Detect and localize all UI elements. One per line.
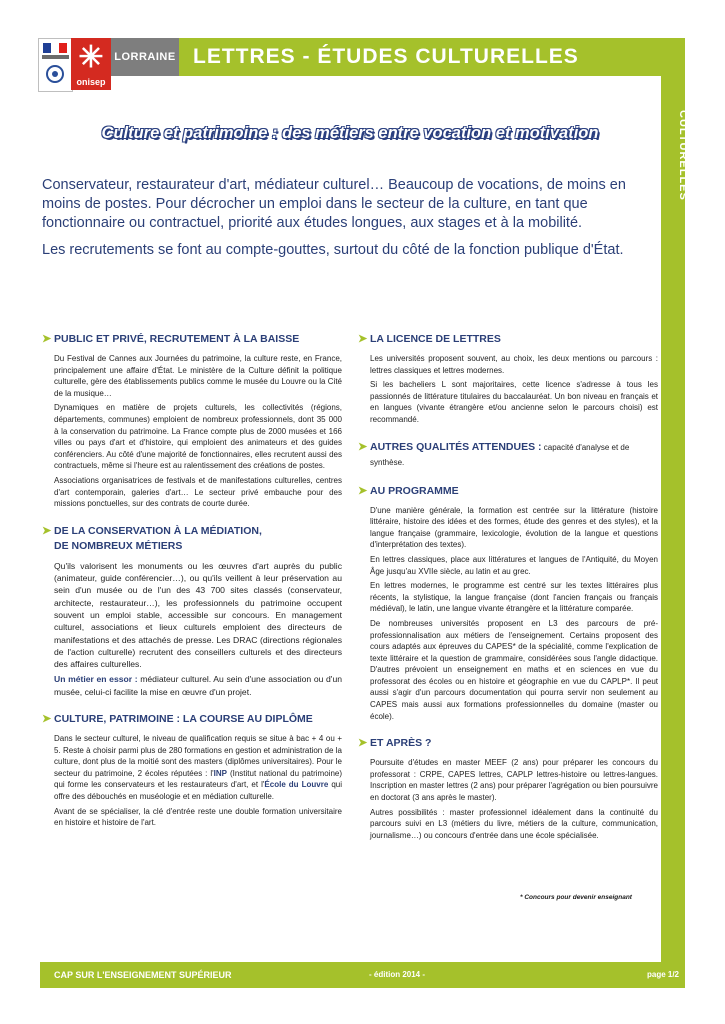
arrow-icon: ➤: [42, 712, 52, 725]
paragraph: Les universités proposent souvent, au choix, les deux mentions ou parcours : lettres classiques et lettres modernes.: [370, 354, 658, 375]
footer: [40, 962, 685, 988]
paragraph: Dynamiques en matière de projets culturels, les collectivités (régions, départements, communes) emploient de nombreux professionnels, dont 35 000 à la conservation du patrimoine. La France compte plus de 2000 musées et 166 villes ou pays d'art et d'histoire, qui emploient des animateurs et des guides conférenciers. Au côté d'une majorité de fonctionnaires, elles recrutent aussi des contractuels, même si l'heure est au ralentissement des créations de postes.: [54, 403, 342, 471]
paragraph-text: Dans le secteur culturel, le niveau de qualification requis se situe à bac + 4 ou + 5. Reste à choisir parmi plus de 280 formations en gestion et administration de la culture, dont plus de la moitié sont des masters (diplômes universitaires). Pour le secteur du patrimoine, 2 écoles réputées : l': [54, 733, 342, 778]
paragraph: Associations organisatrices de festivals et de manifestations culturelles, centres d'art contemporain, galeries d'art… Le secteur privé embauche pour des missions ponctuelles, sur des contrats de courte durée.: [54, 475, 342, 509]
arrow-icon: ➤: [42, 333, 52, 345]
main-title: Culture et patrimoine : des métiers entre vocation et motivation: [101, 124, 599, 142]
section-diplome: [42, 712, 342, 829]
onisep-logo-text: onisep: [76, 77, 106, 87]
section-heading-text: DE NOMBREUX MÉTIERS: [54, 539, 183, 552]
section-heading-text: ET APRÈS ?: [370, 737, 432, 750]
paragraph: En lettres modernes, le programme est centré sur les textes littéraires plus récents, la stylistique, la langue française (dont l'ancien français ou français médiéval), le latin, une langue vivante étrangère et la littérature comparée.: [370, 581, 658, 614]
header-band: [179, 38, 685, 76]
ministry-text-mark: [42, 55, 69, 59]
paragraph: D'une manière générale, la formation est centrée sur la littérature (histoire littéraire, histoire des idées et des formes, étude des genres et des styles), et la langue française (grammaire, lexicologie, évolution de la langue et questions d'interprétation des textes).: [370, 505, 658, 550]
page-title: LETTRES - ÉTUDES CULTURELLES: [193, 45, 579, 68]
paragraph-text: médiateur culturel. Au sein d'une association ou d'un musée, celui-ci facilite la mise en œuvre d'un projet.: [54, 674, 343, 697]
intro-paragraph: Les recrutements se font au compte-gouttes, surtout du côté de la fonction publique d'État.: [42, 242, 624, 258]
paragraph: En lettres classiques, place aux littératures et langues de l'Antiquité, du Moyen Âge jusqu'au XVIIe siècle, au latin et au grec.: [370, 554, 658, 576]
section-heading-text: CULTURE, PATRIMOINE : LA COURSE AU DIPLÔME: [54, 712, 313, 725]
arrow-icon: ➤: [358, 484, 368, 497]
section-heading: [358, 332, 658, 347]
left-column: [42, 332, 342, 843]
highlight-text: INP: [213, 768, 227, 778]
section-inline-note: capacité d'analyse et de synthèse.: [370, 442, 630, 467]
footnote: * Concours pour devenir enseignant: [520, 894, 632, 901]
arrow-icon: ➤: [358, 333, 368, 345]
french-flag-icon: [43, 43, 67, 53]
section-licence: [358, 332, 658, 426]
section-heading: [42, 524, 342, 554]
section-heading: [42, 332, 342, 347]
paragraph: Autres possibilités : master professionnel idéalement dans la continuité du parcours suivi en L3 (métiers du livre, métiers de la culture, communication, journalisme…) ou concours d'entrée dans une école spécialisée.: [370, 807, 658, 840]
paragraph: Si les bacheliers L sont majoritaires, cette licence s'adresse à tous les passionnés de littérature titulaires du baccalauréat. Un bon niveau en français et en langues (vivante étrangère et/ou ancienne selon le parcours choisi) est recommandé.: [370, 380, 658, 424]
republique-francaise-logo: [38, 38, 73, 92]
arrow-icon: ➤: [42, 524, 52, 537]
page-number: page 1/2: [646, 970, 679, 979]
section-heading-text: PUBLIC ET PRIVÉ, RECRUTEMENT À LA BAISSE: [54, 333, 300, 345]
section-heading-text: AUTRES QUALITÉS ATTENDUES :: [370, 440, 542, 453]
side-label: LETTRES - ÉTUDES CULTURELLES: [677, 110, 701, 231]
arrow-icon: ➤: [358, 737, 368, 750]
paragraph: Avant de se spécialiser, la clé d'entrée reste une double formation universitaire en histoire et histoire de l'art.: [54, 806, 342, 828]
section-heading-text: AU PROGRAMME: [370, 484, 459, 497]
section-qualites: [358, 440, 658, 470]
paragraph: De nombreuses universités proposent en L3 des parcours de pré-professionnalisation aux métiers de l'enseignement. Certains proposent des cours adaptés aux épreuves du CAPES* de la spécialité, comme l'explication de texte littéraire et la question de grammaire, considérées sous l'angle didactique. D'autres prévoient un enseignement en maths et en sciences en vue du professorat des écoles ou en histoire et géographie en vue du CAPLP*. Il peut aussi s'agir d'un parcours documentation qui pourra servir non seulement au CAPES mais aussi aux formations professionnelles du domaine (master ou école).: [370, 618, 658, 721]
region-label: LORRAINE: [111, 38, 179, 76]
intro-paragraph: Conservateur, restaurateur d'art, médiateur culturel… Beaucoup de vocations, de moins en moins de postes. Pour décrocher un emploi dans le secteur de la culture, en tant que fonctionnaire ou contractuel, priorité aux études longues, aux stages et à la mobilité.: [42, 177, 626, 231]
right-column: [358, 332, 658, 855]
paragraph-text: (Institut national du patrimoine) qui forme les conservateurs et les restaurateurs d'art, et l': [54, 768, 343, 790]
highlight-text: École du Louvre: [264, 780, 329, 790]
ministry-emblem-icon: [46, 65, 64, 83]
footer-title: CAP SUR L'ENSEIGNEMENT SUPÉRIEUR: [54, 970, 232, 980]
paragraph: Du Festival de Cannes aux Journées du patrimoine, la culture reste, en France, principalement une affaire d'État. Le ministère de la Culture définit la politique culturelle, gère des établissements publics comme le musée du Louvre ou la Cité de la musique…: [54, 354, 342, 398]
section-heading: [358, 484, 658, 499]
section-metiers: [42, 524, 342, 698]
paragraph-text: qui offre des débouchés en muséologie et en médiation culturelle.: [54, 780, 342, 801]
arrow-icon: ➤: [358, 440, 368, 453]
paragraph: Poursuite d'études en master MEEF (2 ans) pour préparer les concours du professorat : CRPE, CAPES lettres, CAPLP lettres-histoire ou lettres-langues. Inscription en master lettres (2 ans) pour préparer l'agrégation ou bien poursuivre en doctorat (3 ans après le master).: [370, 758, 658, 803]
section-heading-text: DE LA CONSERVATION À LA MÉDIATION,: [54, 524, 262, 537]
section-programme: [358, 484, 658, 723]
paragraph: [54, 733, 342, 803]
footer-edition: - édition 2014 -: [369, 970, 426, 979]
paragraph: Qu'ils valorisent les monuments ou les œuvres d'art auprès du public (animateur, guide conférencier…), ou qu'ils veillent à leur préservation au sein d'un musée ou de l'un des 43 700 sites classés (conservateur, architecte, restaurateur…), les professionnels du patrimoine occupent souvent un emploi stable, accessible sur concours. En management culturel, associations et lieux culturels emploient des directeurs de manifestations et des attachés de presse. Les DRAC (directions régionales de l'action culturelle) recrutent des conseillers culturels et des directeurs des affaires culturelles.: [54, 560, 342, 670]
section-apres: [358, 736, 658, 841]
onisep-logo: [71, 38, 111, 90]
section-heading: [358, 736, 658, 751]
highlight-text: Un métier en essor :: [54, 674, 138, 685]
section-heading: [42, 712, 342, 727]
onisep-star-icon: ✳: [78, 41, 104, 74]
intro: [42, 176, 632, 268]
paragraph: [54, 673, 342, 698]
section-heading-text: LA LICENCE DE LETTRES: [370, 333, 501, 345]
section-heading: [358, 440, 658, 470]
section-public-prive: [42, 332, 342, 510]
